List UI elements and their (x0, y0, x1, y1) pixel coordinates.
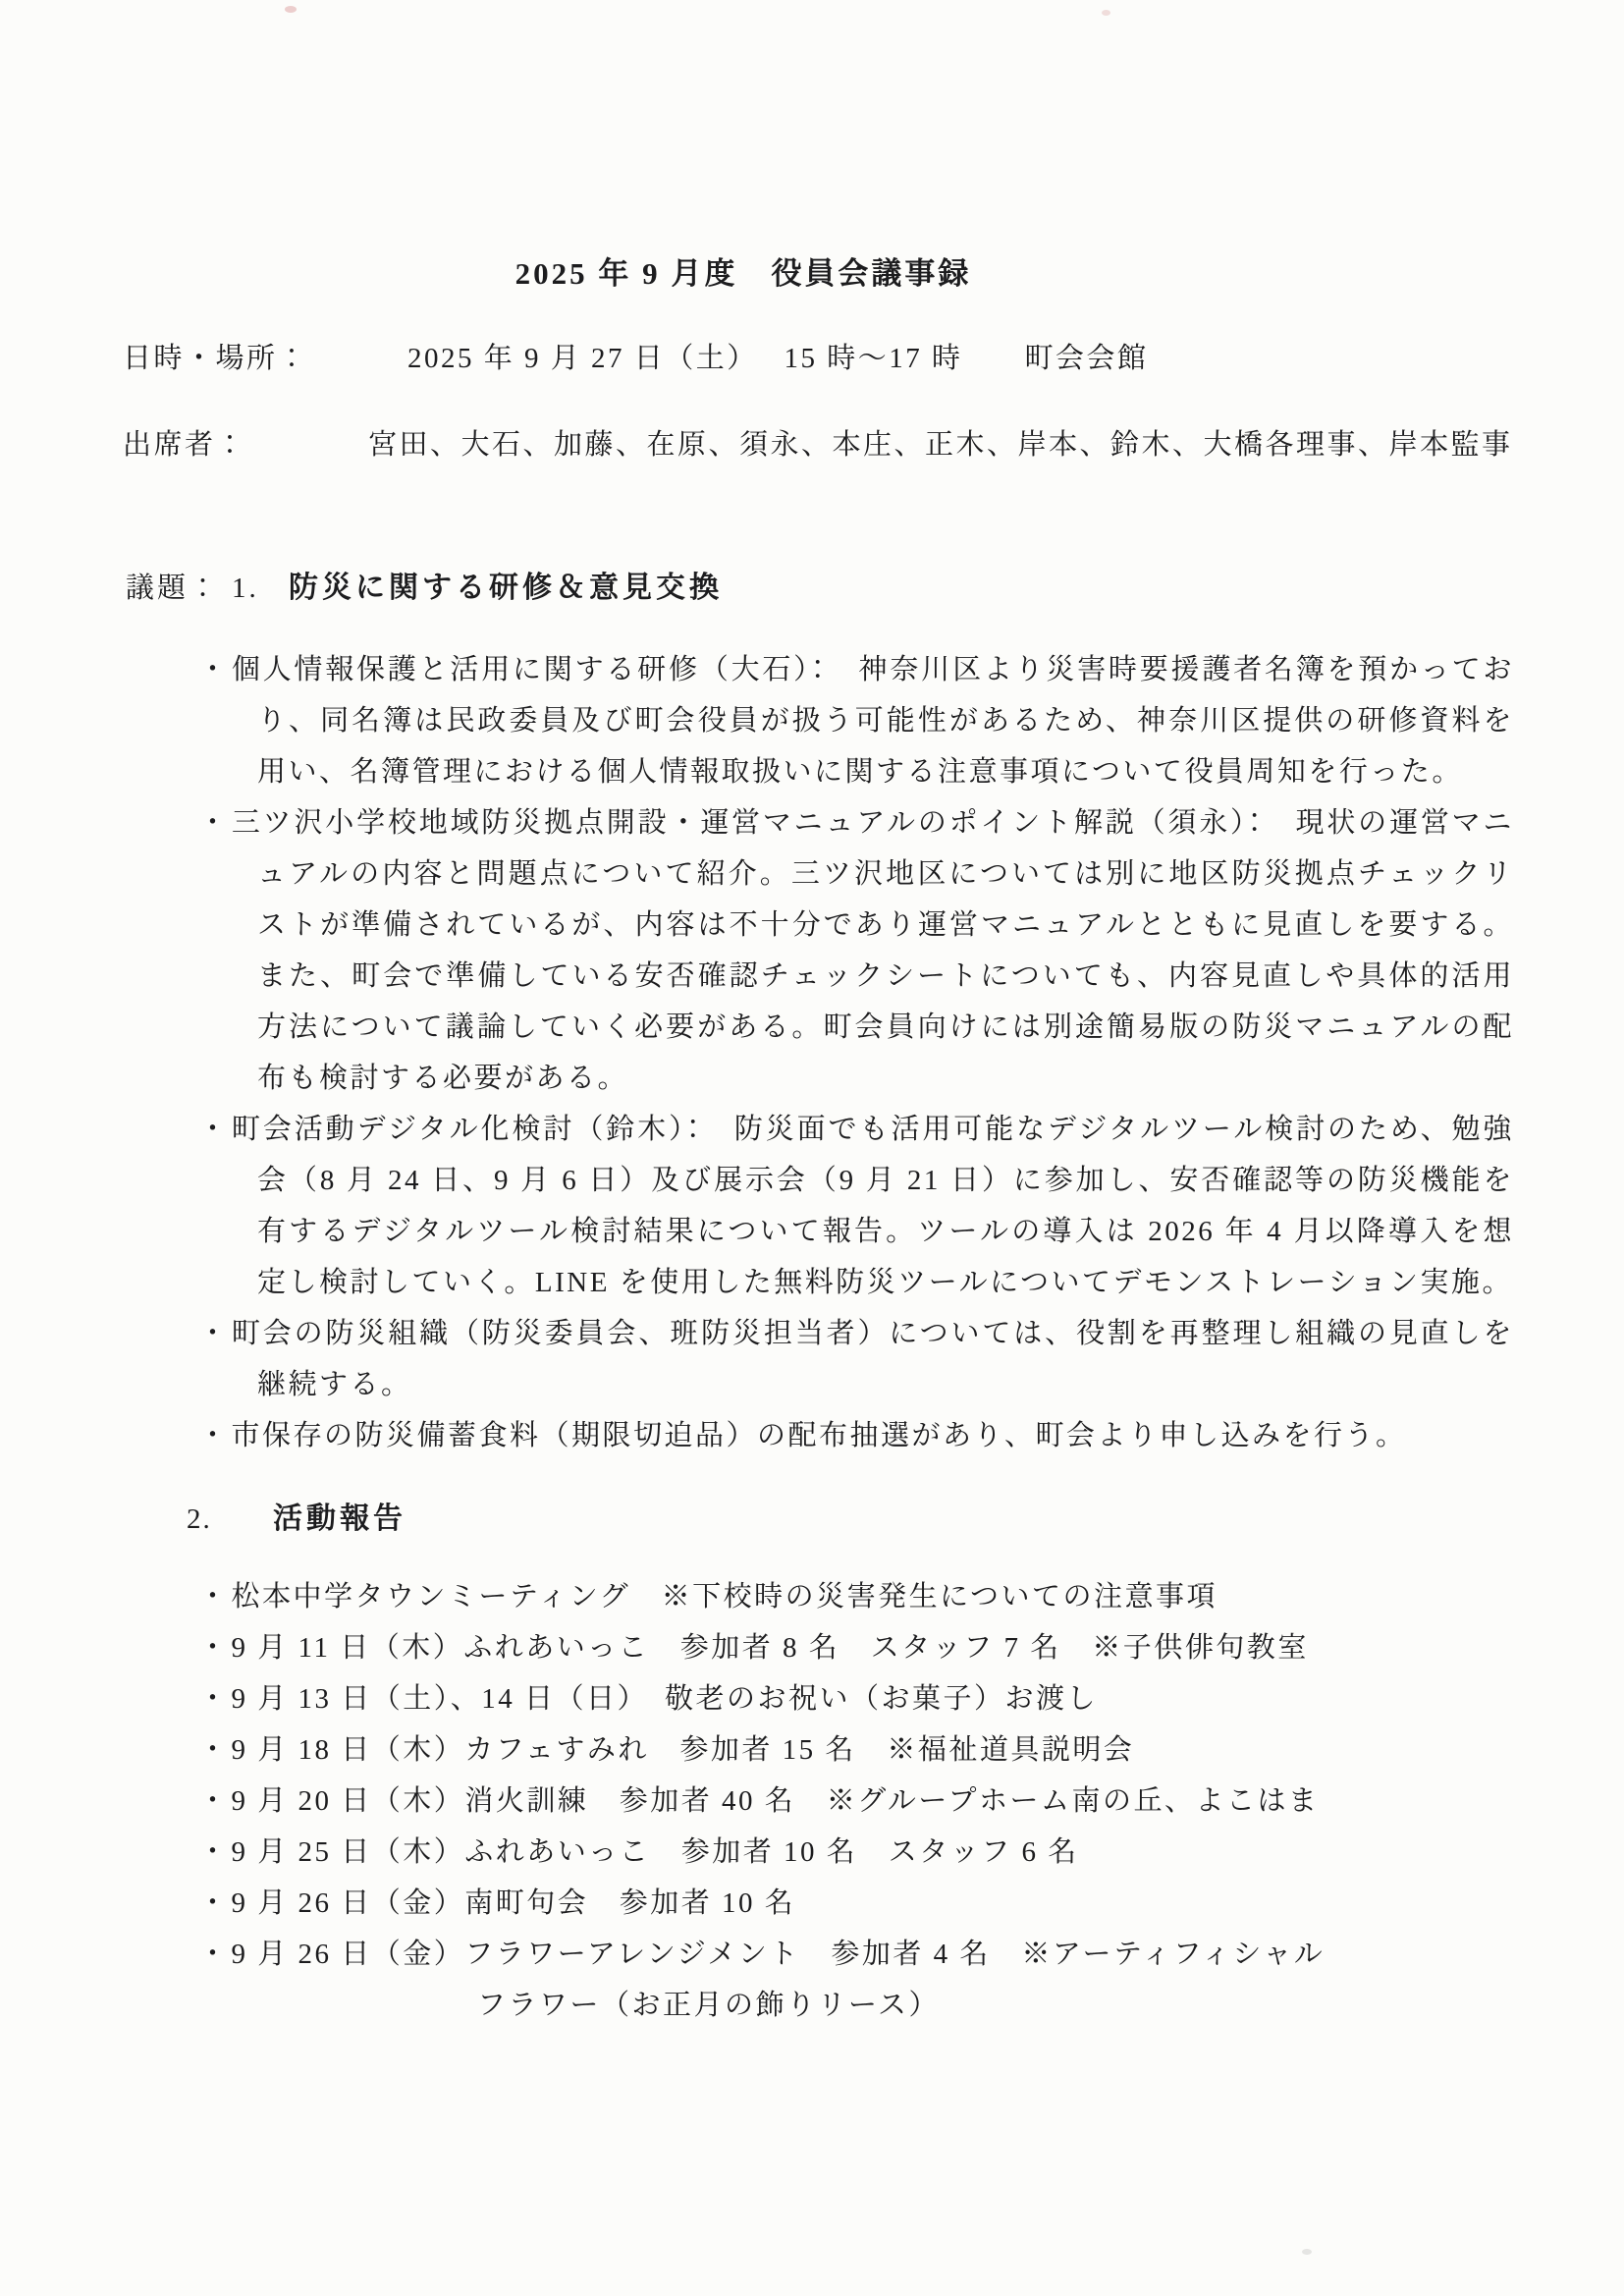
attendees-label: 出席者： (123, 429, 247, 461)
bullet-item: ・ 9 月 11 日（木）ふれあいっこ 参加者 8 名 スタッフ 7 名 ※子供俳句教室 (0, 1622, 1520, 1673)
bullet-item: ・ 9 月 13 日（土）、14 日（日） 敬老のお祝い（お菓子）お渡し (0, 1673, 1520, 1724)
bullet-item: ・ 9 月 26 日（金）南町句会 参加者 10 名 (0, 1878, 1520, 1929)
section1-number: 1. (232, 573, 259, 604)
attendees-value: 宮田、大石、加藤、在原、須永、本庄、正木、岸本、鈴木、大橋各理事、岸本監事 (368, 429, 1513, 461)
datetime-row (123, 338, 1624, 379)
section2-number: 2. (187, 1503, 212, 1535)
attendees-row (123, 424, 1624, 465)
agenda-heading-row (126, 568, 1624, 609)
bullet-item: ・ 三ツ沢小学校地域防災拠点開設・運営マニュアルのポイント解説（須永）： 現状の運営マニュアルの内容と問題点について紹介。三ツ沢地区については別に地区防災拠点チェックリストが準備されているが、内容は不十分であり運営マニュアルとともに見直しを要する。また、町会で準備している安否確認チェックシートについても、内容見直しや具体的活用方法について議論していく必要がある。町会員向けには別途簡易版の防災マニュアルの配布も検討する必要がある。 (0, 797, 1520, 1104)
bullet-item: ・ 9 月 20 日（木）消火訓練 参加者 40 名 ※グループホーム南の丘、よこはま (0, 1776, 1520, 1827)
datetime-label: 日時・場所： (123, 343, 309, 374)
bullet-item: ・ 9 月 18 日（木）カフェすみれ 参加者 15 名 ※福祉道具説明会 (0, 1724, 1520, 1776)
bullet-item: ・ 町会活動デジタル化検討（鈴木）： 防災面でも活用可能なデジタルツール検討のため、勉強会（8 月 24 日、9 月 6 日）及び展示会（9 月 21 日）に参加し、安否確認等の防災機能を有するデジタルツール検討結果について報告。ツールの導入は 2026 年 4 月以降導入を想定し検討していく。LINE を使用した無料防災ツールについてデモンストレーション実施。 (0, 1104, 1520, 1308)
bullet-item: ・ 町会の防災組織（防災委員会、班防災担当者）については、役割を再整理し組織の見直しを継続する。 (0, 1308, 1520, 1410)
section1-heading: 防災に関する研修＆意見交換 (289, 572, 723, 604)
scan-artifact (1302, 2249, 1312, 2255)
section2-heading-row (187, 1499, 1624, 1540)
bullet-continuation-line: フラワー（お正月の飾りリース） (477, 1990, 941, 2021)
bullet-item: ・ 個人情報保護と活用に関する研修（大石）： 神奈川区より災害時要援護者名簿を預かっており、同名簿は民政委員及び町会役員が扱う可能性があるため、神奈川区提供の研修資料を用い、名簿管理における個人情報取扱いに関する注意事項について役員周知を行った。 (0, 644, 1520, 797)
section2-heading: 活動報告 (273, 1503, 406, 1535)
bullet-item: ・ 9 月 25 日（木）ふれあいっこ 参加者 10 名 スタッフ 6 名 (0, 1827, 1520, 1878)
page-title: 2025 年 9 月度 役員会議事録 (514, 256, 972, 291)
datetime-value: 2025 年 9 月 27 日（土） 15 時～17 時 町会会館 (407, 343, 1149, 374)
bullet-item: ・ 市保存の防災備蓄食料（期限切迫品）の配布抽選があり、町会より申し込みを行う。 (0, 1410, 1520, 1461)
bullet-item: ・ 松本中学タウンミーティング ※下校時の災害発生についての注意事項 (0, 1571, 1520, 1622)
bullet-item: ・ 9 月 26 日（金）フラワーアレンジメント 参加者 4 名 ※アーティフィシャル (0, 1929, 1520, 1980)
section1-bullets (0, 644, 1520, 1461)
agenda-label: 議題： (126, 573, 221, 604)
section2-bullets (0, 1571, 1520, 2031)
